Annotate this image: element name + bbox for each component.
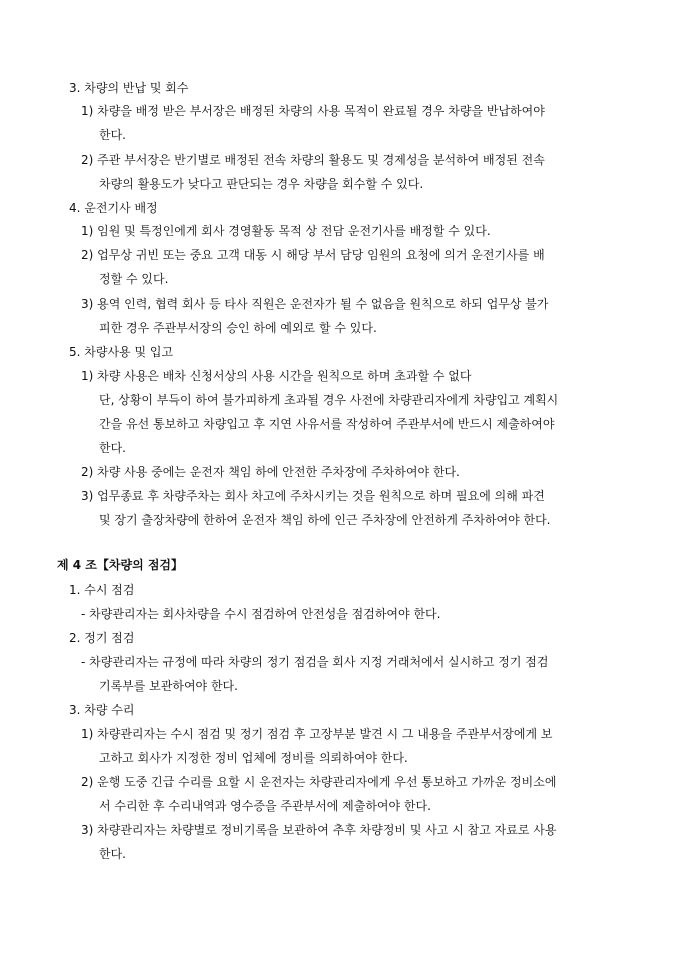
section-heading: 3. 차량의 반납 및 회수	[69, 81, 189, 95]
list-item: 2) 운행 도중 긴급 수리를 요할 시 운전자는 차량관리자에게 우선 통보하고 가까운 정비소에	[81, 775, 557, 789]
list-item-continuation: 피한 경우 주관부서장의 승인 하에 예외로 할 수 있다.	[99, 321, 377, 335]
list-item-continuation: 단, 상황이 부득이 하여 불가피하게 초과될 경우 사전에 차량관리자에게 차량입고 계획시	[99, 393, 559, 407]
section-heading: 4. 운전기사 배정	[69, 201, 158, 215]
list-item: 3) 차량관리자는 차량별로 정비기록을 보관하여 추후 차량정비 및 사고 시 참고 자료로 사용	[81, 823, 557, 837]
list-item: 1) 차량관리자는 수시 점검 및 정기 점검 후 고장부분 발견 시 그 내용을 주관부서장에게 보	[81, 727, 553, 741]
list-item: 1) 차량을 배정 받은 부서장은 배정된 차량의 사용 목적이 완료될 경우 차량을 반납하여야	[81, 104, 545, 118]
section-heading: 1. 수시 점검	[69, 583, 135, 597]
list-item-continuation: 한다.	[99, 128, 126, 142]
list-item-continuation: 간을 유선 통보하고 차량입고 후 지연 사유서를 작성하여 주관부서에 반드시 제출하여야	[99, 417, 555, 431]
list-item-continuation: 차량의 활용도가 낮다고 판단되는 경우 차량을 회수할 수 있다.	[99, 177, 424, 191]
list-item: - 차량관리자는 회사차량을 수시 점검하여 안전성을 점검하여야 한다.	[81, 607, 441, 621]
list-item-continuation: 서 수리한 후 수리내역과 영수증을 주관부서에 제출하여야 한다.	[99, 799, 431, 813]
section-heading: 2. 정기 점검	[69, 631, 135, 645]
article-title: 제 4 조【차량의 점검】	[57, 558, 184, 572]
list-item: 1) 임원 및 특정인에게 회사 경영활동 목적 상 전담 운전기사를 배정할 수 있다.	[81, 224, 491, 238]
list-item-continuation: 및 장기 출장차량에 한하여 운전자 책임 하에 인근 주차장에 안전하게 주차하여야 한다.	[99, 513, 551, 527]
section-heading: 5. 차량사용 및 입고	[69, 345, 174, 359]
list-item: - 차량관리자는 규정에 따라 차량의 정기 점검을 회사 지정 거래처에서 실시하고 정기 점검	[81, 655, 549, 669]
section-heading: 3. 차량 수리	[69, 703, 135, 717]
list-item-continuation: 한다.	[99, 847, 126, 861]
list-item: 3) 업무종료 후 차량주차는 회사 차고에 주차시키는 것을 원칙으로 하며 필요에 의해 파견	[81, 489, 545, 503]
list-item-continuation: 한다.	[99, 441, 126, 455]
list-item: 1) 차량 사용은 배차 신청서상의 사용 시간을 원칙으로 하며 초과할 수 없다	[81, 369, 472, 383]
list-item-continuation: 고하고 회사가 지정한 정비 업체에 정비를 의뢰하여야 한다.	[99, 751, 408, 765]
list-item: 2) 주관 부서장은 반기별로 배정된 전속 차량의 활용도 및 경제성을 분석하여 배정된 전속	[81, 153, 545, 167]
list-item-continuation: 기록부를 보관하여야 한다.	[99, 679, 238, 693]
list-item: 2) 업무상 귀빈 또는 중요 고객 대동 시 해당 부서 담당 임원의 요청에 의거 운전기사를 배	[81, 248, 545, 262]
list-item-continuation: 정할 수 있다.	[99, 272, 169, 286]
list-item: 3) 용역 인력, 협력 회사 등 타사 직원은 운전자가 될 수 없음을 원칙으로 하되 업무상 불가	[81, 297, 549, 311]
list-item: 2) 차량 사용 중에는 운전자 책임 하에 안전한 주차장에 주차하여야 한다.	[81, 465, 460, 479]
